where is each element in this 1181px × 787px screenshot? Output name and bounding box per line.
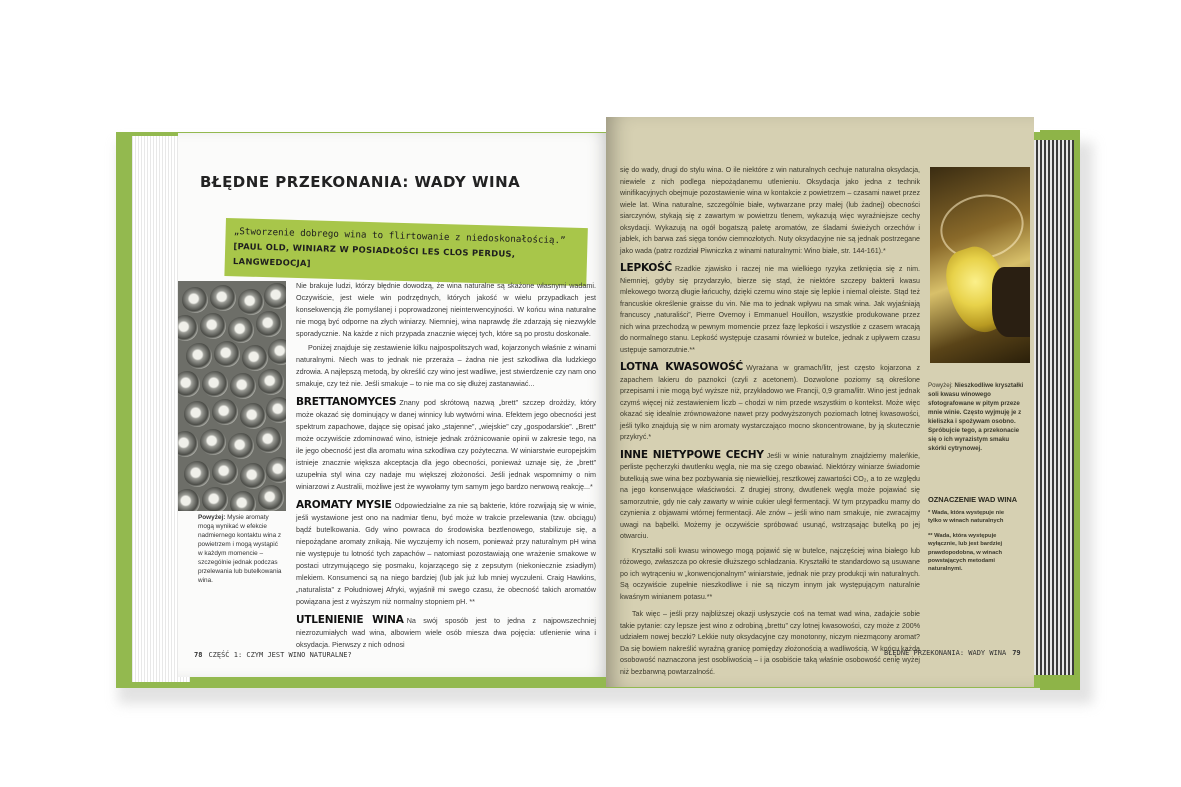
section-text: Znany pod skrótową nazwą „brett” szczep drożdży, który może okazać się dominujący w danej winnicy lub wytwórni wina. Efektem jego obecności jest spektrum zapachowe, dające się opisać jako „stajenne”, „wiejskie” czy „gospodarskie”. „Brett” może oczywiście zdominować wino, istnieje jednak zróżnicowanie opinii w zakresie tego, na ile jego obecność jest dla aromatu wina szkodliwa czy pożyteczna. W winiarstwie europejskim istnieje znacznie większa akceptacja dla jego obecności, ponieważ uznaje się, że „brett” uzupełnia styl wina czy nadaje mu większej złożoności. Jeśli jednak wspomnimy o nim winiarzowi z Australii, możliwe jest że wywołamy tym samym jego bardzo nerwową reakcję...* <box>296 398 596 491</box>
section-heading: UTLENIENIE WINA <box>296 614 404 626</box>
section-text: Jeśli w winie naturalnym znajdziemy maleńkie, perliste pęcherzyki dwutlenku węgla, nie ma się czego obawiać. Niektórzy winiarze świadomie butelkują swe wina bez pozbywania się niewielkiej, resztkowej zawartości CO₂, a to ze względu na jego konserwujące właściwości. Z drugiej strony, dwutlenek węgla może pojawiać się samorzutnie, gdy nie cały zawarty w winie cukier uległ fermentacji. W tym przypadku mamy do czynienia z objawami wtórnej fermentacji. Ale znów – jeśli wino nam smakuje, nie zwracajmy uwagi na bąbelki. Możemy je oczywiście spróbować usunąć, wstrząsając butelką po jej otwarciu. <box>620 451 920 540</box>
caption-text: Nieszkodliwe kryształki soli kwasu winowego sfotografowane w pitym przeze mnie winie. Często wyjmuję je z kieliszka i spożywam osobno. Spróbujcie tego, a przekonacie się o ich wyrazistym smaku skórki cytrynowej. <box>928 382 1024 452</box>
section-heading: BRETTANOMYCES <box>296 396 397 408</box>
left-page <box>178 133 610 677</box>
paragraph: Nie brakuje ludzi, którzy błędnie dowodzą, że wina naturalne są skażone własnymi wadami. Oczywiście, jest wiele win podrzędnych, których jakość w wielu przypadkach jest konsekwencją źle pomyślanej i poprowadzonej nieinterwencyjności. W końcu wina naturalne nie mogą być odporne na złych winiarzy. Niemniej, wina naprawdę źle zdarzają się niezwykle sporadycznie. Na każde z nich przypada znacznie więcej tych, które są po prostu doskonałe. <box>296 281 596 338</box>
section-heading: AROMATY MYSIE <box>296 499 392 511</box>
section-text: Odpowiedzialne za nie są bakterie, które rozwijają się w winie, jeśli wystawione jest ono na nadmiar tlenu, być może w trakcie przelewania (tzw. obciągu) bądź butelkowania. Gdy wino powraca do środowiska beztlenowego, stabilizuje się, a niepożądane aromaty znikają. Nie wyczujemy ich nosem, ponieważ przy naturalnym pH wina nie występuje tu lotność tych zapachów – natomiast pozostawiają one wrażenie smakowe w postaci utrzymującego się posmaku, kojarzącego się z zepsutym (niekoniecznie zsiadłym) mlekiem. Konsumenci są na niego bardziej (lub jak już lub mniej wyczuleni. Craig Hawkins, „naturalista” z Południowej Afryki, wyjaśnił mi swego czasu, że obecność takich aromatów powiązana jest z wyższym niż normalny stopniem pH. ** <box>296 501 596 606</box>
paragraph: się do wady, drugi do stylu wina. O ile niektóre z win naturalnych cechuje naturalna oksydacja, niewiele z nich podlega niepożądanemu utlenieniu. Oksydacja jako jedna z technik winifikacyjnych obejmuje pozostawienie wina w kontakcie z powietrzem – czasami nawet przez wiele lat. Wina naturalne, szczególnie białe, wytwarzane przy małej (lub żadnej) obecności siarczynów, stykają się z zawartym w powietrzu tlenem, wykazują więc wyraźniejsze cechy oksydacji. Wykazują na ogół bogatszą paletę aromatów, ze śladami świeżych orzechów i jabłek, ich barwa zaś sięga tonów ciemnozłotych. Nuty oksydacyjne nie są jednak postrzegane jako wada (patrz rozdział Piwniczka z winami naturalnymi: Wino białe, str. 144-161).* <box>620 166 920 255</box>
page-number: 78 <box>194 651 203 659</box>
section-heading: LOTNA KWASOWOŚĆ <box>620 361 744 373</box>
section-heading: INNE NIETYPOWE CECHY <box>620 448 764 461</box>
section-heading: LEPKOŚĆ <box>620 262 673 274</box>
section-text: Kryształki soli kwasu winowego mogą pojawić się w butelce, najczęściej wina białego lub różowego, zwłaszcza po okresie dłuższego schładzania. Kryształki te standardowo są usuwane po ich wytrąceniu w „konwencjonalnym” winiarstwie, jednak nie przy produkcji win naturalnych. Są oczywiście zupełnie nieszkodliwe i nie są niczym innym jak występującym naturalnie kwaśnym winianem potasu.** <box>620 546 920 601</box>
paragraph: Poniżej znajduje się zestawienie kilku najpospolitszych wad, kojarzonych właśnie z winami naturalnymi. Niech was to jednak nie przeraża – żadna nie jest szkodliwa dla ludzkiego zdrowia. A najlepszą metodą, by określić czy wino jest wadliwe, jest stwierdzenie czy nam ono smakuje, czy też nie. Jeśli smakuje – to nie ma co się dłużej zastanawiać... <box>296 343 596 388</box>
sidebar-heading: OZNACZENIE WAD WINA <box>928 495 1018 504</box>
caption-label: Powyżej: <box>928 382 953 389</box>
sidebar-notes <box>928 509 1018 580</box>
running-head: CZĘŚĆ 1: CZYM JEST WINO NATURALNE? <box>208 651 352 659</box>
section-text: Na swój sposób jest to jedna z najpowszechniej niezrozumiałych wad wina, albowiem wiele osób miesza dwa pojęcia: utlenienie wina i oksydacja. Pierwszy z nich odnosi <box>296 616 596 649</box>
photo-caption-left <box>198 513 284 585</box>
right-page <box>606 117 1034 687</box>
section-text: Rzadkie zjawisko i raczej nie ma wielkiego ryzyka zetknięcia się z nim. Niemniej, gdyby się przydarzyło, bierze się stąd, że niektóre szczepy bakterii kwasu mlekowego tworzą długie łańcuchy, dzięki czemu wino staje się lepkie i niemal oleiste. Stąd też francuskie określenie graisse du vin. Nie ma to jednak wpływu na smak wina. Jak wyjaśniają francuscy „naturaliści”, Pierre Overnoy i Emmanuel Houillon, wszystkie produkowane przez nich wina przechodzą w pewnym momencie przez fazę lepkości i wszystkie z czasem wracają do normalnego stanu. Lepkość występuje czasami również w butelce, jednak z upływem czasu ustępuje samorzutnie.** <box>620 265 920 354</box>
quote-text: „Stworzenie dobrego wina to flirtowanie z niedoskonałością.” <box>233 225 566 247</box>
wine-glass-photo <box>930 167 1030 363</box>
running-head: BŁĘDNE PRZEKONANIA: WADY WINA <box>884 649 1007 657</box>
section-text: Tak więc – jeśli przy najbliższej okazji usłyszycie coś na temat wad wina, zadajcie sobie takie pytanie: czy lepsze jest wino z odrobiną „brettu” czy lotnej kwasowości, czy może z 200% udziałem nowej beczki? Lekkie nuty oksydacyjne czy monotonny, niczym niezmącony aromat? Da się bowiem nakreślić wyraźną granicę pomiędzy złożonością a wadliwością. W końcu każda osobowość naznaczona jest osobliwością – i ja osobiście taką właśnie osobowość cenię wyżej niż bezbarwną powtarzalność. <box>620 610 920 676</box>
sidebar-note: ** Wada, która występuje wyłącznie, lub jest bardziej prawdopodobna, w winach powstających metodami naturalnymi. <box>928 532 1003 573</box>
sidebar-note: * Wada, która występuje nie tylko w winach naturalnych <box>928 510 1005 525</box>
quote-author: [PAUL OLD, WINIARZ W POSIADŁOŚCI LES CLOS PERDUS, LANGWEDOCJA] <box>232 240 516 269</box>
right-body-text <box>620 165 920 681</box>
caption-label: Powyżej: <box>198 514 226 521</box>
page-title: BŁĘDNE PRZEKONANIA: WADY WINA <box>200 173 521 191</box>
footer-left <box>194 651 352 659</box>
page-stack-right <box>1028 140 1074 675</box>
bottles-photo <box>178 281 286 511</box>
footer-right <box>884 649 1021 657</box>
section-text: Wyrażana w gramach/litr, jest często kojarzona z zapachem lakieru do paznokci (czyli z acetonem). Dozwolone poziomy są określone przepisami i nie mogą być wyższe niż, przykładowo we Francji, 0,9 grama/litr. Wino jest jednak czymś więcej niż zestawieniem liczb – chodzi w nim przede wszystkim o kontekst. Może więc okazać się idealnie zrównoważone nawet przy podwyższonych poziomach lotnej kwasowości, jeśli tylko znajdują się w nim aromaty wystarczająco mocno skoncentrowane, by ją skutecznie przykryć.* <box>620 364 920 441</box>
caption-text: Mysie aromaty mogą wynikać w efekcie nadmiernego kontaktu wina z powietrzem i mogą wystąpić w każdym momencie – szczególnie jednak podczas przelewania lub butelkowania wina. <box>198 514 282 584</box>
page-number: 79 <box>1012 649 1021 657</box>
photo-caption-right <box>928 381 1024 453</box>
left-body-text <box>296 280 596 653</box>
